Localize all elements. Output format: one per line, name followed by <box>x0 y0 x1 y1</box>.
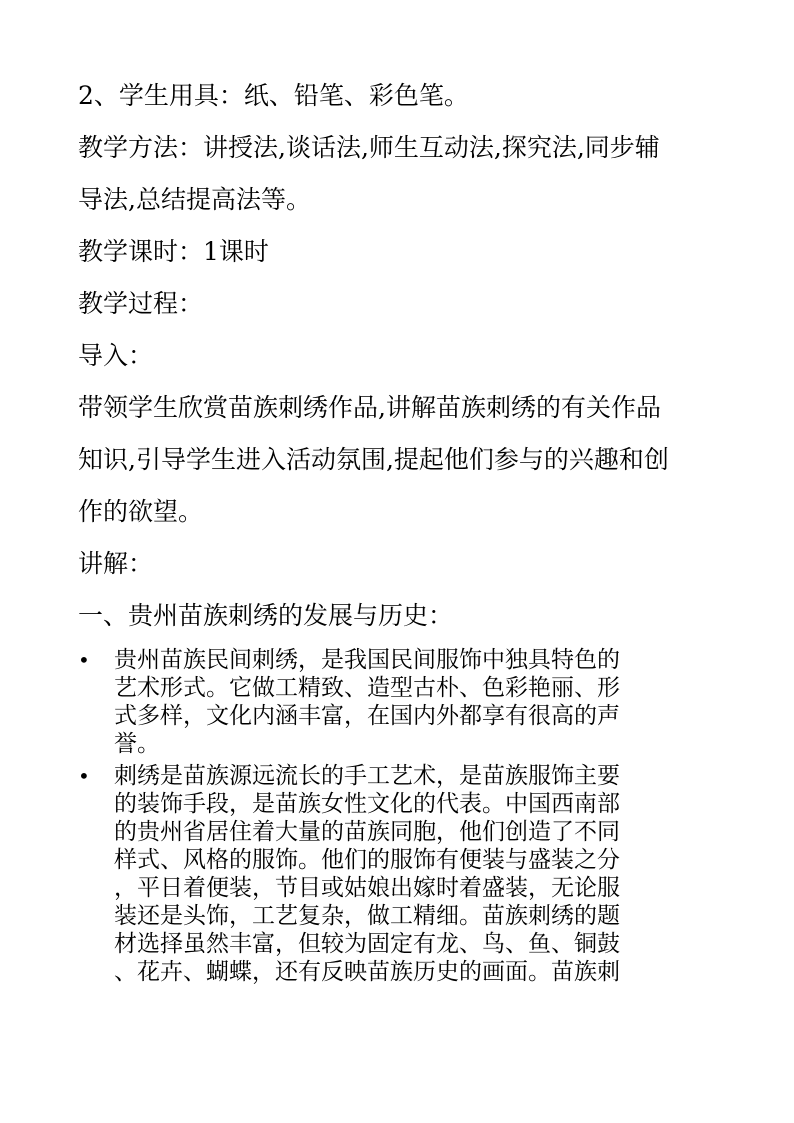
bullet-line: ，平日着便装，节目或姑娘出嫁时着盛装，无论服 <box>114 875 620 901</box>
bullet-line: 的装饰手段，是苗族女性文化的代表。中国西南部 <box>114 791 620 817</box>
bullet-line: 装还是头饰，工艺复杂，做工精细。苗族刺绣的题 <box>114 903 620 929</box>
explanation-heading: 讲解： <box>78 549 154 578</box>
bullet-line: 贵州苗族民间刺绣，是我国民间服饰中独具特色的 <box>114 647 620 673</box>
bullet-marker: • <box>78 764 90 788</box>
bullet-line: 式多样，文化内涵丰富，在国内外都享有很高的声 <box>114 703 620 729</box>
section-one-heading: 一、贵州苗族刺绣的发展与历史： <box>78 601 454 630</box>
teaching-methods-line-1: 教学方法：讲授法,谈话法,师生互动法,探究法,同步辅 <box>78 133 660 162</box>
student-tools-line: 2、学生用具：纸、铅笔、彩色笔。 <box>78 81 469 110</box>
bullet-line: 誉。 <box>114 731 160 757</box>
bullet-marker: • <box>78 648 90 672</box>
bullet-line: 样式、风格的服饰。他们的服饰有便装与盛装之分 <box>114 847 620 873</box>
bullet-line: 的贵州省居住着大量的苗族同胞，他们创造了不同 <box>114 819 620 845</box>
list-item <box>78 762 728 986</box>
bullet-line: 刺绣是苗族源远流长的手工艺术，是苗族服饰主要 <box>114 763 620 789</box>
bullet-line: 材选择虽然丰富，但较为固定有龙、鸟、鱼、铜鼓 <box>114 931 620 957</box>
teaching-methods-line-2: 导法,总结提高法等。 <box>78 185 311 214</box>
introduction-heading: 导入： <box>78 341 154 370</box>
class-hours-line: 教学课时：1课时 <box>78 237 269 266</box>
bullet-list <box>78 646 728 990</box>
bullet-line: 艺术形式。它做工精致、造型古朴、色彩艳丽、形 <box>114 675 620 701</box>
introduction-text-line-3: 作的欲望。 <box>78 497 204 526</box>
teaching-process-heading: 教学过程： <box>78 289 204 318</box>
bullet-line: 、花卉、蝴蝶，还有反映苗族历史的画面。苗族刺 <box>114 959 620 985</box>
introduction-text-line-2: 知识,引导学生进入活动氛围,提起他们参与的兴趣和创 <box>78 445 669 474</box>
introduction-text-line-1: 带领学生欣赏苗族刺绣作品,讲解苗族刺绣的有关作品 <box>78 393 661 422</box>
list-item <box>78 646 728 758</box>
